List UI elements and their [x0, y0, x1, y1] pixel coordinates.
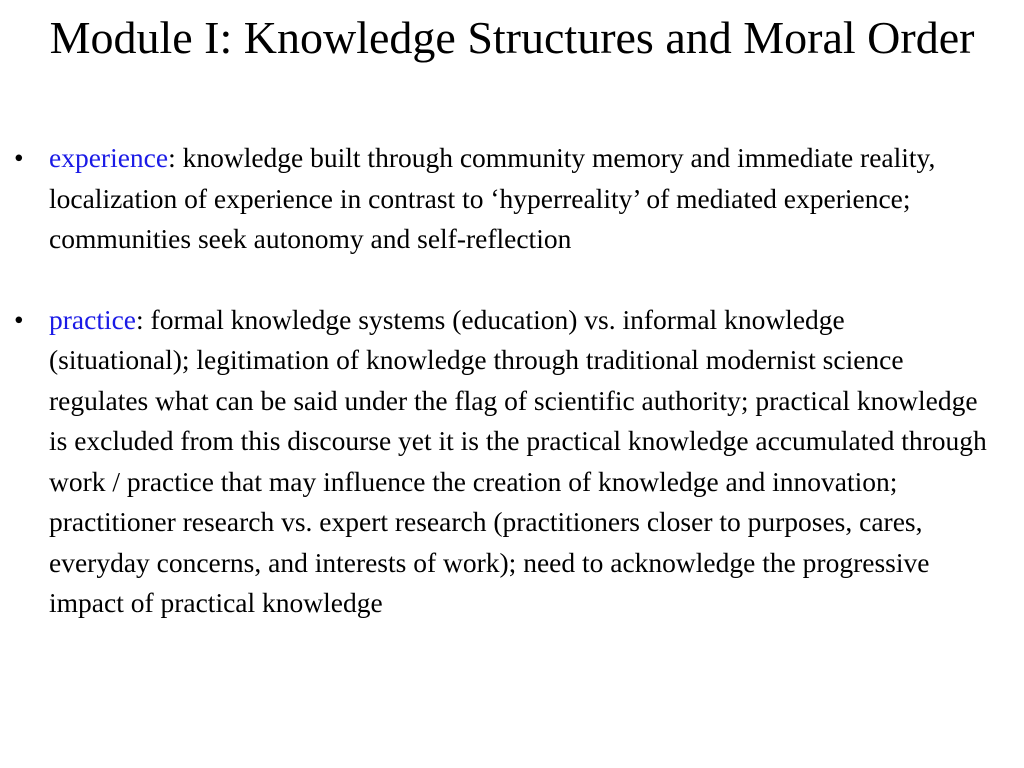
bullet-text-experience: : knowledge built through community memory and immediate reality, localization of experience in contrast to ‘hyperreality’ of mediated experience; communities seek autonomy and self-reflection [49, 142, 936, 254]
bullet-list [14, 138, 989, 624]
slide-title: Module I: Knowledge Structures and Moral Order [49, 12, 975, 63]
bullet-item-experience [14, 138, 989, 260]
term-experience: experience [49, 142, 169, 173]
bullet-item-practice [14, 300, 989, 624]
term-practice: practice [49, 303, 137, 335]
bullet-icon: • [14, 142, 24, 173]
bullet-icon: • [14, 303, 24, 335]
bullet-text-practice: : formal knowledge systems (education) vs. informal knowledge (situational); legitimation of knowledge through traditional modernist science regulates what can be said under the flag of scientific authority; practical knowledge is excluded from this discourse yet it is the practical knowledge accumulated through work / practice that may influence the creation of knowledge and innovation; practitioner research vs. expert research (practitioners closer to purposes, cares, everyday concerns, and interests of work); need to acknowledge the progressive impact of practical knowledge [49, 303, 987, 618]
